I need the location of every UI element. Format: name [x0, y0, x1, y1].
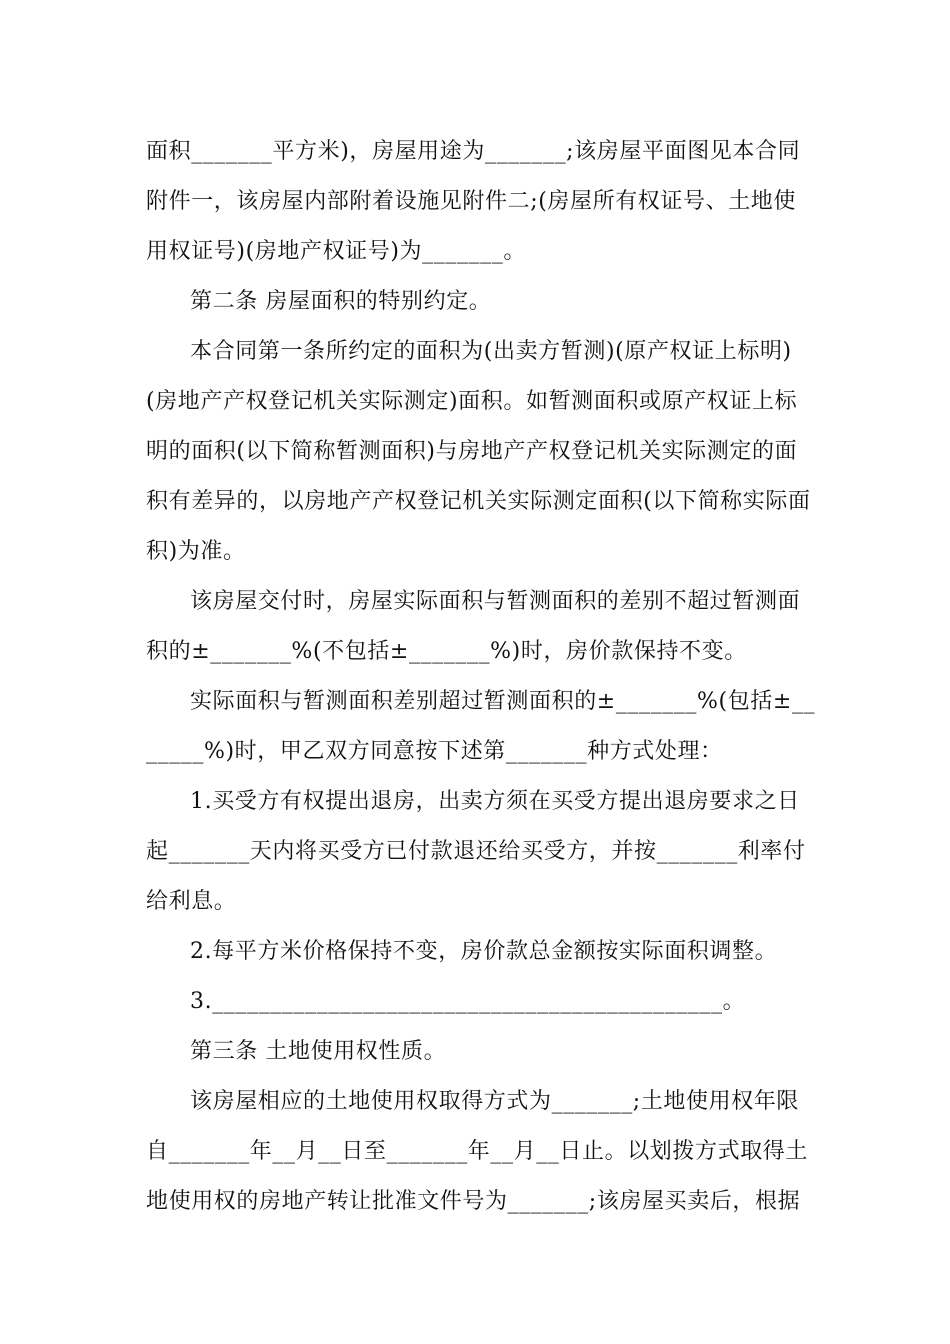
- text-line: (房地产产权登记机关实际测定)面积。如暂测面积或原产权证上标: [146, 389, 798, 414]
- text-line: 3.____________________________________________。: [190, 989, 746, 1014]
- text-line: _____%)时，甲乙双方同意按下述第_______种方式处理：: [146, 739, 723, 764]
- section-heading: 第二条 房屋面积的特别约定。: [190, 289, 492, 314]
- text-line: 自_______年__月__日至_______年__月__日止。以划拨方式取得土: [146, 1139, 809, 1164]
- text-line: 积)为准。: [146, 539, 246, 564]
- text-line: 2.每平方米价格保持不变，房价款总金额按实际面积调整。: [190, 939, 778, 964]
- text-line: 起_______天内将买受方已付款退还给买受方，并按_______利率付: [146, 839, 806, 864]
- text-line: 本合同第一条所约定的面积为(出卖方暂测)(原产权证上标明): [190, 339, 792, 364]
- text-line: 该房屋交付时，房屋实际面积与暂测面积的差别不超过暂测面: [190, 589, 801, 614]
- text-line: 用权证号)(房地产权证号)为_______。: [146, 239, 526, 264]
- text-line: 附件一，该房屋内部附着设施见附件二;(房屋所有权证号、土地使: [146, 189, 796, 214]
- section-heading: 第三条 土地使用权性质。: [190, 1039, 447, 1064]
- text-line: 给利息。: [146, 889, 237, 914]
- text-line: 明的面积(以下简称暂测面积)与房地产产权登记机关实际测定的面: [146, 439, 798, 464]
- text-line: 积的±_______%(不包括±_______%)时，房价款保持不变。: [146, 639, 747, 664]
- text-line: 积有差异的，以房地产产权登记机关实际测定面积(以下简称实际面: [146, 489, 811, 514]
- text-line: 地使用权的房地产转让批准文件号为_______;该房屋买卖后，根据: [146, 1189, 801, 1214]
- text-line: 实际面积与暂测面积差别超过暂测面积的±_______%(包括±__: [190, 689, 816, 714]
- text-line: 1.买受方有权提出退房，出卖方须在买受方提出退房要求之日: [190, 789, 800, 814]
- text-line: 面积_______平方米)，房屋用途为_______;该房屋平面图见本合同: [146, 139, 801, 164]
- text-line: 该房屋相应的土地使用权取得方式为_______;土地使用权年限: [190, 1089, 800, 1114]
